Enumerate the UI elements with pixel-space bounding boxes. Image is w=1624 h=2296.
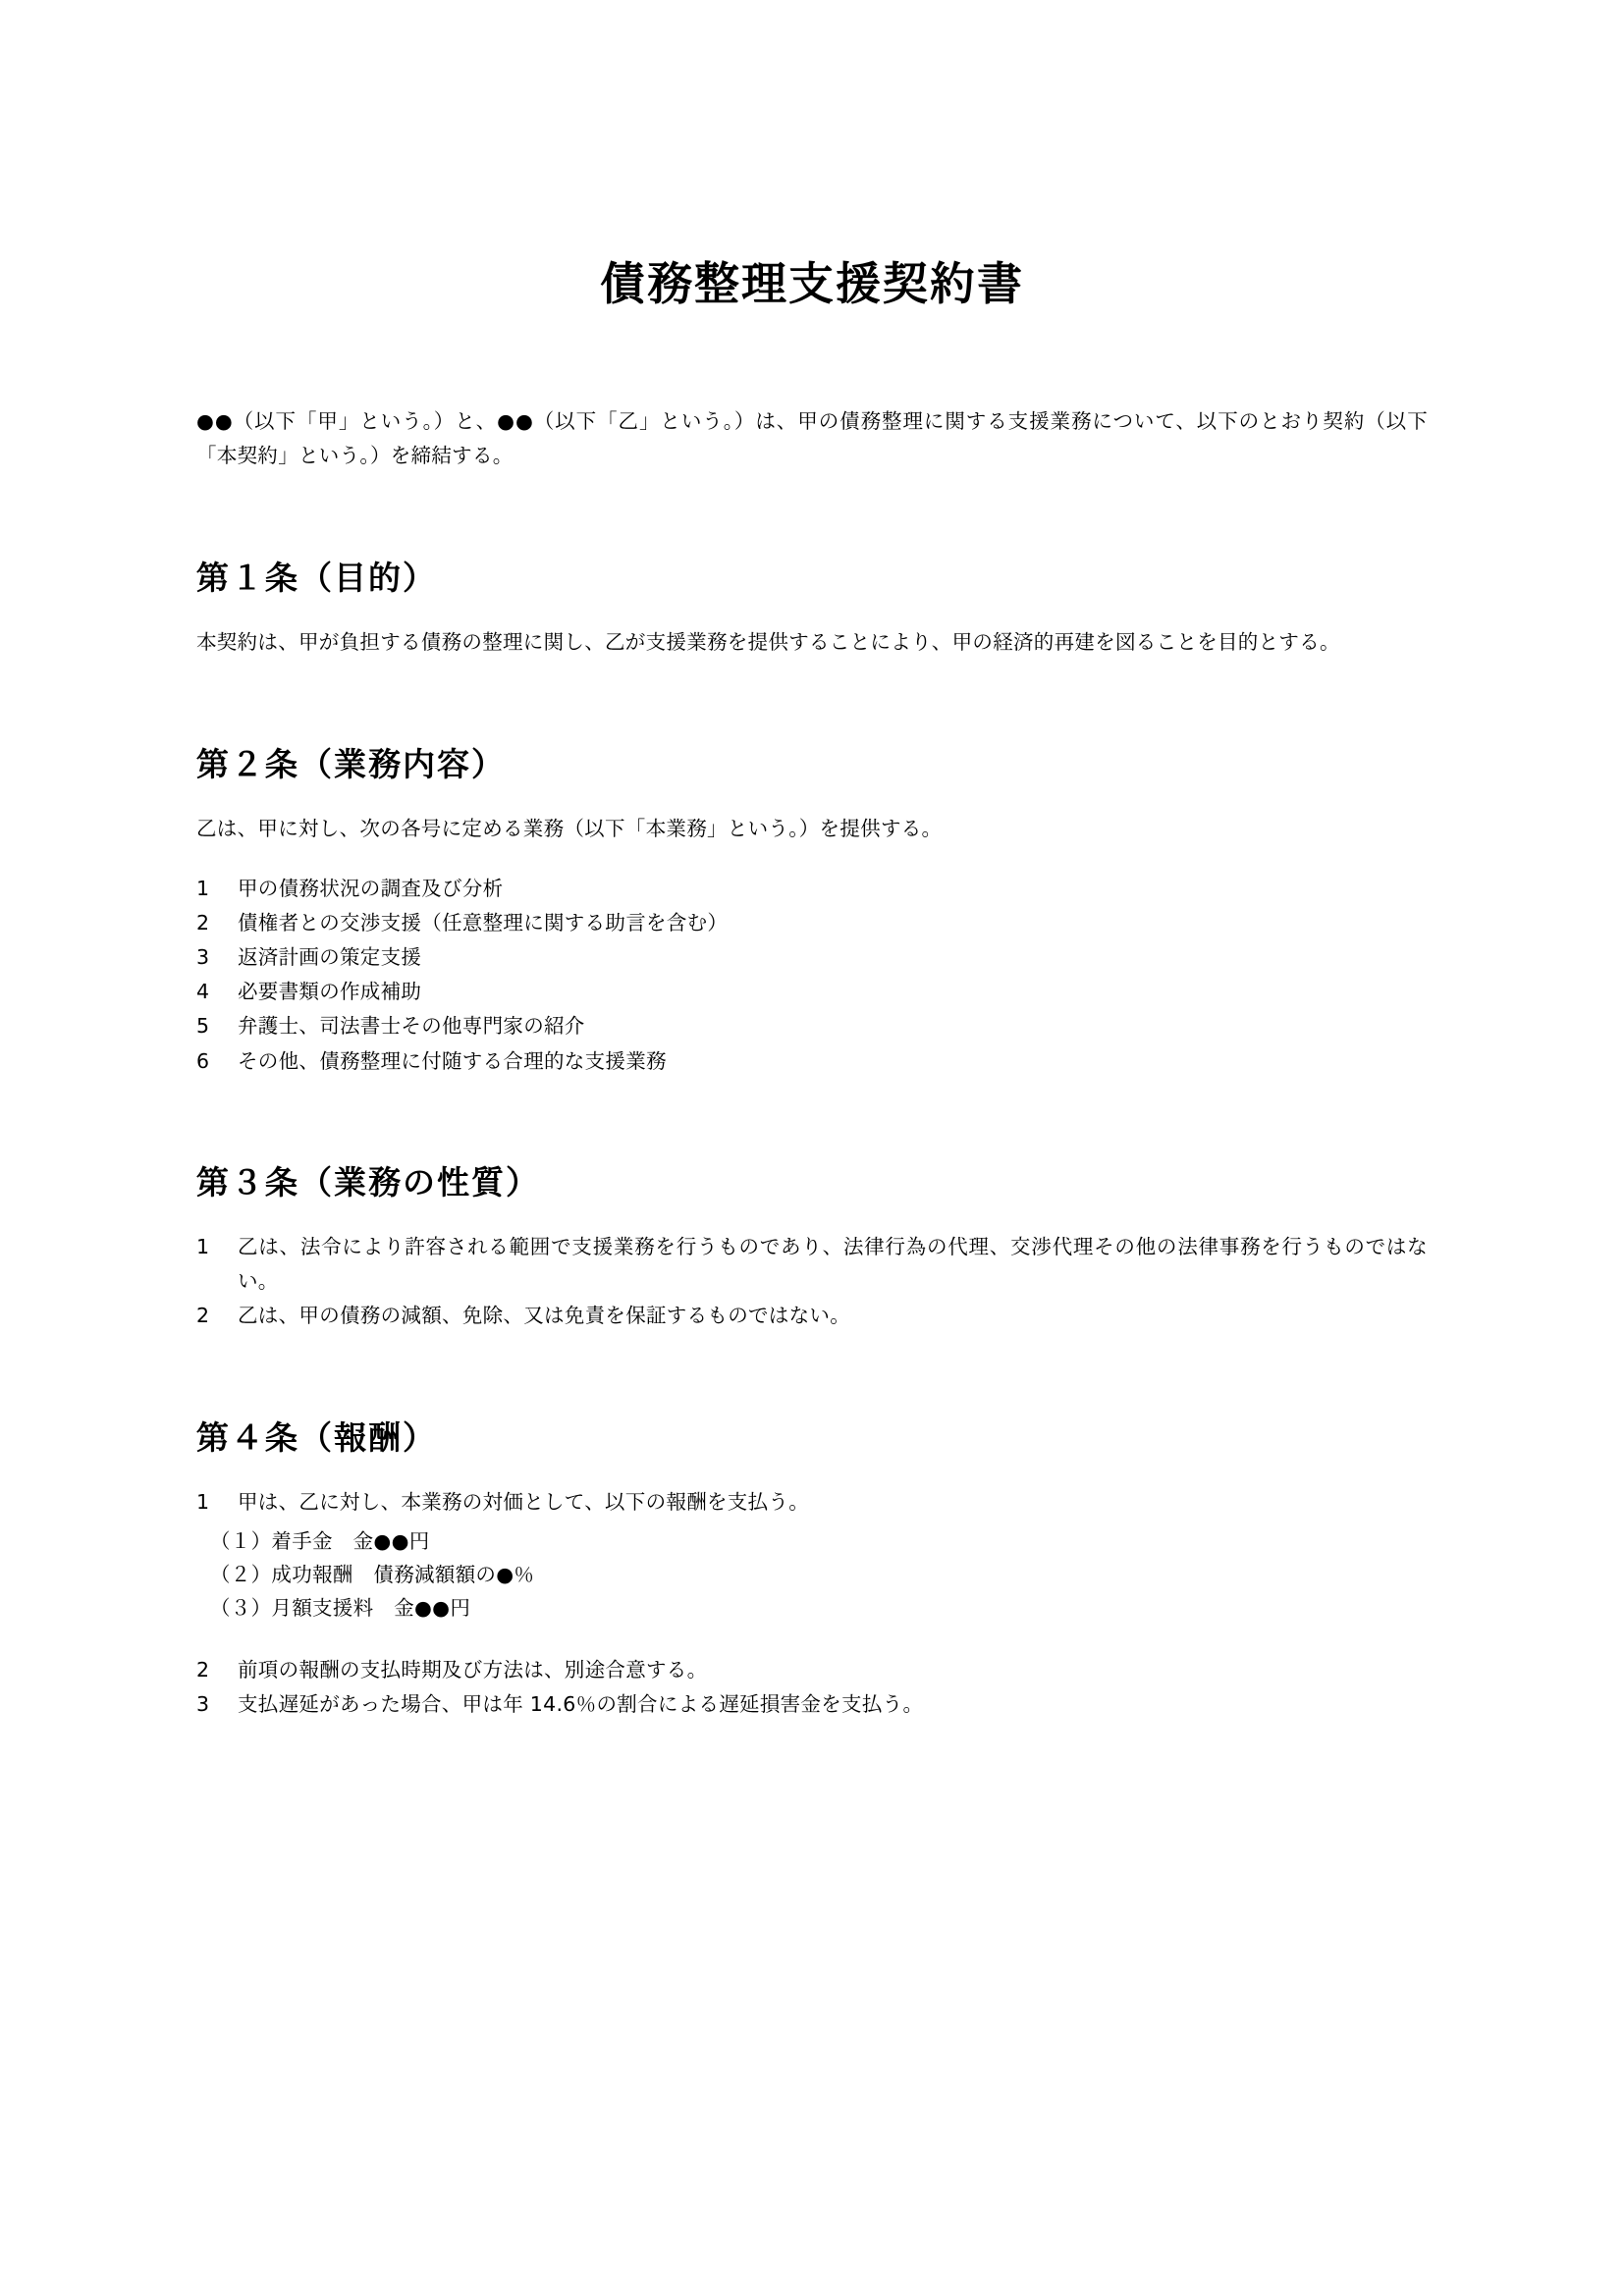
- list-item-text: 弁護士、司法書士その他専門家の紹介: [238, 1014, 585, 1039]
- list-item-number: 6: [196, 1048, 210, 1073]
- clause-text: 乙は、法令により許容される範囲で支援業務を行うものであり、法律行為の代理、交渉代理その他の法律事務を行うものではない。: [238, 1234, 1428, 1293]
- article-1-body: 本契約は、甲が負担する債務の整理に関し、乙が支援業務を提供することにより、甲の経済的再建を図ることを目的とする。: [196, 630, 1340, 655]
- fee-item: （１）着手金 金●●円: [210, 1528, 430, 1553]
- article-2-heading: 第２条（業務内容）: [196, 745, 506, 784]
- clause-text: 甲は、乙に対し、本業務の対価として、以下の報酬を支払う。: [238, 1490, 809, 1515]
- article-3-clause-1: [196, 1230, 1428, 1300]
- article-3-heading: 第３条（業務の性質）: [196, 1162, 540, 1201]
- list-item: [196, 941, 1428, 974]
- list-item-text: 甲の債務状況の調査及び分析: [238, 876, 504, 900]
- article-1-heading: 第１条（目的）: [196, 559, 437, 598]
- spacer: [196, 1626, 1428, 1653]
- article-2-intro: 乙は、甲に対し、次の各号に定める業務（以下「本業務」という。）を提供する。: [196, 817, 943, 841]
- article-3-clause-2: [196, 1299, 1428, 1333]
- clause-number: 3: [196, 1692, 210, 1717]
- list-item-number: 5: [196, 1014, 210, 1039]
- article-4-heading: 第４条（報酬）: [196, 1418, 437, 1458]
- list-item-number: 4: [196, 980, 210, 1004]
- article-4-fee-list: [196, 1524, 1428, 1626]
- preamble-paragraph: ●●（以下「甲」という。）と、●●（以下「乙」という。）は、甲の債務整理に関する支援業務について、以下のとおり契約（以下「本契約」という。）を締結する。: [196, 408, 1428, 468]
- list-item-text: その他、債務整理に付随する合理的な支援業務: [238, 1048, 667, 1073]
- list-item: [196, 976, 1428, 1008]
- article-2: [196, 744, 1428, 1077]
- clause-number: 2: [196, 1657, 210, 1682]
- clause-number: 1: [196, 1234, 210, 1258]
- list-item: [196, 1010, 1428, 1042]
- article-4-clause-3: [196, 1687, 1428, 1722]
- clause-text: 前項の報酬の支払時期及び方法は、別途合意する。: [238, 1657, 708, 1682]
- list-item: [196, 1045, 1428, 1078]
- fee-item: （２）成功報酬 債務減額額の●％: [210, 1563, 535, 1587]
- list-item: [196, 873, 1428, 905]
- list-item: [196, 907, 1428, 939]
- list-item-number: 2: [196, 910, 210, 934]
- clause-number: 1: [196, 1490, 210, 1515]
- article-2-item-list: [196, 873, 1428, 1078]
- article-4-clause-1: [196, 1485, 1428, 1520]
- clause-text: 乙は、甲の債務の減額、免除、又は免責を保証するものではない。: [238, 1304, 850, 1328]
- list-item-number: 3: [196, 944, 210, 969]
- list-item-text: 債権者との交渉支援（任意整理に関する助言を含む）: [238, 910, 729, 934]
- list-item-text: 返済計画の策定支援: [238, 944, 422, 969]
- article-4-clause-2: [196, 1653, 1428, 1687]
- article-1: [196, 558, 1428, 660]
- fee-item: （３）月額支援料 金●●円: [210, 1596, 471, 1621]
- page-title: 債務整理支援契約書: [600, 257, 1024, 310]
- article-3: [196, 1162, 1428, 1334]
- list-item-text: 必要書類の作成補助: [238, 980, 422, 1004]
- list-item-number: 1: [196, 876, 210, 900]
- article-4: [196, 1417, 1428, 1722]
- clause-number: 2: [196, 1304, 210, 1328]
- clause-text: 支払遅延があった場合、甲は年 14.6％の割合による遅延損害金を支払う。: [238, 1692, 924, 1717]
